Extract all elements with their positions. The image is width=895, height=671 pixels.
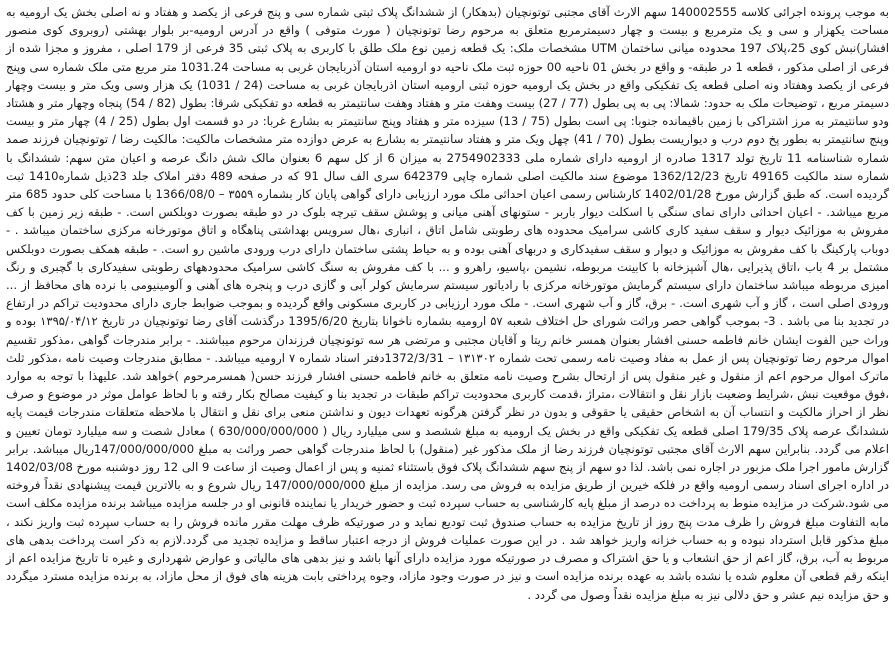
auction-notice-text: به موجب پرونده اجرائی کلاسه 140002555 سهم الارث آقای مجتبی توتونچیان (بدهکار) از ششدانگ پلاک ثبتی شماره سی و پنج فرعی از یکصد و هفتاد و نه اصلی بخش یک ارومیه به مساحت یکهزار و سی و یک مترمربع و بیست و چهار دسیمترمربع متعلق به مرحوم رضا توتونچیان ( مورث متوفی ) واقع در آدرس ارومیه-بر بلوار بهشتی (روبروی کوی منصور افشار)نبش کوی 25،پلاک 197 محدوده میانی ساختمان UTM مشخصات ملک: یک قطعه زمین نوع ملک طلق با کاربری به پلاک ثبتی 35 فرعی از 179 اصلی ، مفروز و مجزا شده از فرعی از اصلی مذکور ، قطعه 1 در طبقه- و واقع در بخش 01 ناحیه 00 حوزه ثبت ملک ناحیه دو ارومیه استان آذربایجان غربی به مساحت 1031.24 متر مربع متی ملک شماره سی وپنج فرعی از یکصد وهفتاد ونه اصلی قطعه یک تفکیکی واقع در بخش یک ارومیه حوزه ثبتی ارومیه استان اذربایجان غربی به مساحت (24 / 1031) یک هزار وسی ویک متر و بیست وچهار دسیمتر مربع ، توضیحات ملک به حدود: شمالا: پی به پی بطول (77 / 27) بیست وهفت متر و هفتاد وهفت سانتیمتر به قطعه دو تفکیکی شرقا: بطول (82 / 54) پنجاه وچهار متر و هشتاد ودو سانتیمتر به مرز اشتراکی با زمین باقیمانده جنوبا: پی است بطول (75 / 13) سیزده متر و هفتاد وپنج سانتیمتر به بشارع غربا: در دو قسمت اول بطول (25 / 4) چهار متر و بیست وپنج سانتیمتر به بطور پخ دوم درب و دیواریست بطول (70 / 41) چهل ویک متر و هفتاد سانتیمتر به بشارع به عرض دوازده متر مشخصات مالکیت: مالکیت رضا / توتونچیان فرزند صمد شماره شناسنامه 11 تاریخ تولد 1317 صادره از ارومیه دارای شماره ملی 2754902333 به میزان 6 از کل سهم 6 بعنوان مالک شش دانگ عرصه و اعیان متن سهم: ششدانگ با شماره سند مالکیت 49165 تاریخ 1362/12/23 موضوع سند مالکیت اصلی شماره چاپی 642379 سری الف سال 91 که در صفحه 489 دفتر املاک جلد 23ذیل شماره1410 ثبت گردیده است. که طبق گزارش مورخ 1402/01/28 کارشناس رسمی اعیان احداثی ملک مورد ارزیابی دارای گواهی پایان کار بشماره ۳۵۵۹ – 1366/08/0 با مساحت کلی حدود 685 متر مربع میباشد. - اعیان احداثی دارای نمای سنگی با اسکلت دیوار باربر - ستونهای آهنی میانی و پوشش سقف تیرچه بلوک در دو طبقه بصورت دوبلکس است. - طبقه زیر زمین با کف مفروش به موزائیک دیوار و سقف سفید کاری کاشی سرامیک محدوده های رطوبتی شامل اتاق ، انباری ،هال سرویس بهداشتی پناهگاه و اتاق موتورخانه مرکزی ساختمان میباشد . - دوباب پارکینگ با کف مفروش به موزائیک و دیوار و سقف سفیدکاری و دربهای آهنی بوده و به حیاط پشتی ساختمان دارای درب ورودی ماشین رو است. - طبقه همکف بصورت دوبلکس مشتمل بر 4 باب ،اتاق پذیرایی ،هال آشپزخانه با کابینت مربوطه، نشیمن ،پاسیو، راهرو و ... با کف مفروش به سنگ کاشی سرامیک محدودههای رطوبتی سفیدکاری با گچبری و رنگ امیزی مربوطه میباشد ساختمان دارای سیستم گرمایش موتورخانه مرکزی با رادیاتور سیستم سرمایش کولر آبی و گازی درب و پنجره های آهنی و آلومینیومی با نرده های محافظ از ... ورودی اصلی است ، گاز و آب شهری است. - برق، گاز و آب شهری است. - ملک مورد ارزیابی در کاربری مسکونی واقع گردیده و بموجب ضوابط جاری دارای محدودیت تراکم در ارتفاع در تجدید بنا می باشد . 3- بموجب گواهی حصر وراثت شورای حل اختلاف شعبه ۵۷ ارومیه بشماره ناخوانا بتاریخ 1395/6/20 درگذشت آقای رضا توتونچیان در تاریخ ۱۳۹۵/۰۴/۱۲ بوده و وراث حین الفوت ایشان خانم فاطمه حسنی افشار بعنوان همسر خانم ریتا و آقایان مجتبی و مرتضی هر سه توتونچیان فرزندان مرحوم میباشند. - برابر مندرجات گواهی ،مذکور تقسیم اموال مرحوم رضا توتونچیان پس از عمل به مفاد وصیت نامه رسمی تحت شماره ۱۳۱۳۰۲ – 1372/3/31دفتر اسناد شماره ۷ ارومیه میباشد. - مطابق مندرجات وصیت نامه ،مذکور ثلث ماترک اموال مرحوم اعم از منقول و غیر منقول پس از ارتحال بشرح وصیت نامه متعلق به خانم فاطمه حسنی افشار فرزند حسن( همسرمرحوم )خواهد شد. علیهذا با توجه به موارد ،فوق موقعیت نبش ،شرایط وضعیت بازار نقل و انتقالات ،متراژ ،قدمت کاربری محدودیت تراکم طبقات در تجدید بنا و کیفیت مصالح بکار رفته و با لحاظ عوامل موثر در موضوع و صرف نظر از احراز مالکیت و انتساب آن به اشخاص حقیقی یا حقوقی و بدون در نظر گرفتن هرگونه تعهدات دیون و نداشتن منعی برای نقل و انتقال با ملاحظه متعلقات مندرجات قیمت پایه ششدانگ عرصه پلاک 179/35 اصلی قطعه یک تفکیکی واقع در بخش یک ارومیه به مبلغ ششصد و سی میلیارد ریال ( 630/000/000/000 ) معادل شصت و سه میلیارد تومان تعیین و اعلام می گردد. بنابراین سهم الارث آقای مجتبی توتونچیان فرزند رضا از ملک مذکور غیر (منقول) با لحاظ مندرجات گواهی حصر وراثت به مبلغ 147/000/000/000ریال میباشد. برابر گزارش مامور اجرا ملک مزبور در اجاره نمی باشد. لذا دو سهم از پنج سهم ششدانگ پلاک فوق باستثناء ثمنیه و پس از اعمال وصیت از ساعت 9 الی 12 روز دوشنبه مورخ 1402/03/08 در اداره اجرای اسناد رسمی ارومیه واقع در فلکه خیرین از طریق مزایده به فروش می رسد. مزایده از مبلغ 147/000/000/000 ریال شروع و به بالاترین قیمت پیشنهادی نقداً فروخته می شود.شرکت در مزایده منوط به پرداخت ده درصد از مبلغ پایه کارشناسی به حساب سپرده ثبت و حضور خریدار یا نماینده قانونی او در جلسه مزایده میباشد برنده مزایده مکلف است مابه التفاوت مبلغ فروش را ظرف مدت پنج روز از تاریخ مزایده به حساب صندوق ثبت تودیع نماید و در صورتیکه ظرف مهلت مقرر مانده فروش را به حساب سپرده ثبت واریز نکند ، مبلغ مذکور قابل استرداد نبوده و به حساب خزانه واریز خواهد شد . در این صورت عملیات فروش از درجه اعتبار ساقط و مزایده تجدید می گردد.لازم به ذکر است پرداخت بدهی های مربوط به آب، برق، گاز اعم از حق انشعاب و یا حق اشتراک و مصرف در صورتیکه مورد مزایده دارای آنها باشد و نیز بدهی های مالیاتی و عوارض شهرداری و غیره تا تاریخ مزایده اعم از اینکه رقم قطعی آن معلوم شده یا نشده باشد به عهده برنده مزایده است و نیز در صورت وجود مازاد، وجوه پرداختی بابت هزینه های فوق از محل مازاد، به برنده مزایده مسترد میگردد و حق مزایده نیم عشر و حق دلالی نیز به مبلغ مزایده نقداً وصول می گردد . — [6, 5, 890, 602]
